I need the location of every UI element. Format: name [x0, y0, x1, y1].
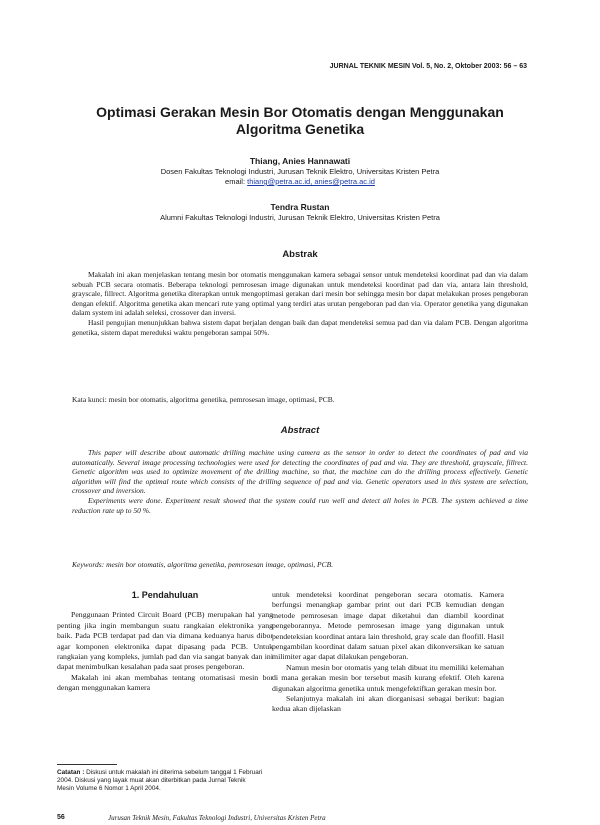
author-block-1: [0, 155, 600, 187]
author-block-2: [0, 201, 600, 223]
email-label: email:: [225, 177, 246, 186]
footnote-divider: [57, 764, 117, 765]
paper-title: [0, 104, 600, 138]
author-1-affiliation: Dosen Fakultas Teknologi Industri, Jurusan Teknik Elektro, Universitas Kristen Petra: [160, 167, 440, 176]
page-number: 56: [57, 814, 65, 821]
column-left: [57, 590, 273, 694]
section-1-left-paragraph-1: Penggunaan Printed Circuit Board (PCB) merupakan hal yang penting jika ingin membangun suatu rangkaian elektronika yang baik. Pada PCB terdapat pad dan via dimana keduanya harus dibor agar komponen elektronika dapat dipasang pada PCB. Untuk rangkaian yang kompleks, jumlah pad dan via sangat banyak dan ini dapat menimbulkan kesalahan pada saat proses pengeboran.: [57, 610, 273, 672]
section-1-left-paragraph-2: Makalah ini akan membahas tentang otomatisasi mesin bor dengan menggunakan kamera: [57, 672, 273, 693]
abstrak-keywords: Kata kunci: mesin bor otomatis, algoritma genetika, pemrosesan image, optimasi, PCB.: [72, 395, 335, 404]
abstrak-body: [72, 270, 528, 337]
abstract-paragraph-2: Experiments were done. Experiment result showed that the system could run well and detect all holes in PCB. The system achieved a time reduction rate up to 50 %.: [72, 495, 528, 515]
journal-header: JURNAL TEKNIK MESIN Vol. 5, No. 2, Oktober 2003: 56 – 63: [329, 63, 527, 70]
abstract-heading: Abstract: [280, 425, 320, 436]
author-1-emails[interactable]: thiang@petra.ac.id, anies@petra.ac.id: [247, 177, 375, 186]
author-1-name: Thiang, Anies Hannawati: [249, 156, 351, 166]
footer-journal: Jurusan Teknik Mesin, Fakultas Teknologi Industri, Universitas Kristen Petra: [108, 814, 326, 822]
footnote-label: Catatan :: [57, 769, 85, 776]
footnote-text: Diskusi untuk makalah ini diterima sebelum tanggal 1 Februari 2004. Diskusi yang layak muat akan diterbitkan pada Jurnal Teknik Mesin Volume 6 Nomor 1 April 2004.: [57, 769, 263, 793]
paper-title-line-1: Optimasi Gerakan Mesin Bor Otomatis dengan Menggunakan: [96, 104, 504, 120]
section-1-right-paragraph-2: Namun mesin bor otomatis yang telah dibuat itu memiliki kelemahan di mana gerakan mesin bor tersebut masih kurang efektif. Oleh karena digunakan algoritma genetika untuk mengefektifkan gerakan mesin bor.: [272, 662, 504, 693]
author-1-email-line: [0, 177, 600, 187]
author-2-name: Tendra Rustan: [270, 202, 330, 212]
section-1-right-paragraph-1: untuk mendeteksi koordinat pengeboran secara otomatis. Kamera berfungsi menangkap gambar print out dari PCB kemudian dengan metode pemrosesan image dapat diketahui dan diambil koordinat pengeborannya. Metode pemrosesan image yang digunakan untuk pendeteksian koordinat antara lain threshold, gray scale dan floofill. Hasil pengambilan koordinat dalam satuan pixel akan dikonversikan ke satuan milimiter agar dapat dilakukan pengeboran.: [272, 590, 504, 662]
footnote: [57, 769, 263, 794]
abstrak-paragraph-2: Hasil pengujian menunjukkan bahwa sistem dapat berjalan dengan baik dan dapat mendeteksi semua pad dan via dalam PCB. Dengan algoritma genetika, sistem dapat mereduksi waktu pengeboran sampai 50%.: [72, 317, 528, 337]
paper-title-line-2: Algoritma Genetika: [235, 121, 365, 137]
abstrak-paragraph-1: Makalah ini akan menjelaskan tentang mesin bor otomatis menggunakan kamera sebagai sensor untuk mendeteksi koordinat pad dan via dalam sebuah PCB secara otomatis. Beberapa teknologi pemrosesan image digunakan untuk mendeteksi koordinat pad dan via, antara lain threshold, grayscale, fillrect. Algoritma genetika diterapkan untuk mengoptimasi gerakan dari mesin bor sehingga mesin bor dapat melakukan proses pengeboran dengan efektif. Algoritma genetika akan mencari rute yang optimal yang terdiri atas urutan pengeboran pad dan via. Operator genetika yang digunakan dalam system ini adalah seleksi, crossover dan inversi.: [72, 270, 528, 318]
abstrak-heading: Abstrak: [282, 249, 318, 260]
abstract-body: [72, 448, 528, 515]
author-2-affiliation: Alumni Fakultas Teknologi Industri, Jurusan Teknik Elektro, Universitas Kristen Petra: [160, 213, 440, 222]
abstract-keywords: Keywords: mesin bor otomatis, algoritma genetika, pemrosesan image, optimasi, PCB.: [72, 560, 334, 569]
section-1-heading: 1. Pendahuluan: [131, 590, 199, 600]
column-right: [272, 590, 504, 715]
abstract-paragraph-1: This paper will describe about automatic drilling machine using camera as the sensor in order to detect the coordinates of pad and via automatically. Several image processing technologies were used for detecting the coordinates of pad and via. They are threshold, grayscale, fillrect. Genetic algorithm was used to optimize movement of the drilling machine, so that, the machine can do the drilling process effectively. Genetic algorithm will find the optimal route which consists of the drilling sequence of pad and via. Genetic operators used in this system are selection, crossover and inversion.: [72, 448, 528, 496]
section-1-right-paragraph-3: Selanjutnya makalah ini akan diorganisasi sebagai berikut: bagian kedua akan dijelaskan: [272, 694, 504, 714]
